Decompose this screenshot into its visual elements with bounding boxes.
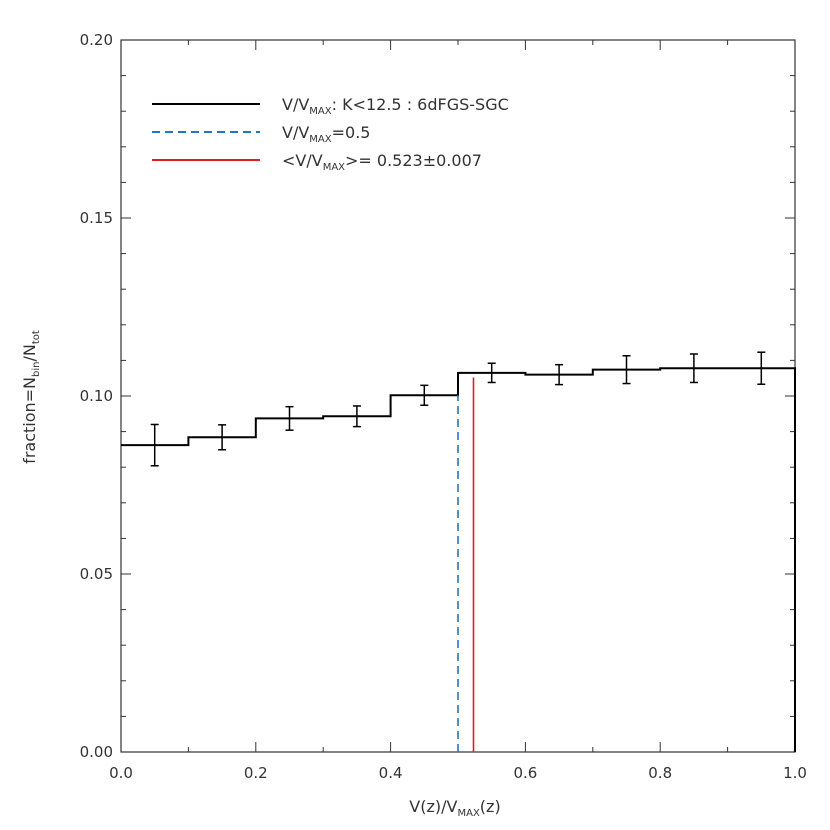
x-tick-label: 0.6 [513, 764, 538, 782]
tick-labels [80, 31, 807, 782]
x-tick-label: 0.2 [243, 764, 268, 782]
legend-label: $V/V_{MAX}=0.5$ [282, 123, 371, 145]
x-axis-title: $V(z)/V_{MAX}(z)$ [409, 797, 501, 819]
x-tick-label: 0.4 [378, 764, 403, 782]
legend-label: $<V/V_{MAX}>= 0.523\pm 0.007$ [282, 151, 482, 173]
x-tick-label: 0.8 [648, 764, 673, 782]
reference-lines [458, 377, 474, 752]
y-tick-label: 0.05 [79, 565, 113, 583]
x-tick-label: 1.0 [783, 764, 807, 782]
y-tick-label: 0.00 [79, 743, 113, 761]
legend-label: $V/V_{MAX}$: K<12.5 : 6dFGS-SGC [282, 95, 509, 117]
legend [152, 95, 509, 173]
y-tick-label: 0.15 [79, 209, 113, 227]
y-tick-label: 0.20 [79, 31, 113, 49]
y-axis-title: $fraction=N_{bin}/N_{tot}$ [20, 330, 42, 464]
x-tick-label: 0.0 [109, 764, 133, 782]
y-tick-label: 0.10 [79, 387, 113, 405]
